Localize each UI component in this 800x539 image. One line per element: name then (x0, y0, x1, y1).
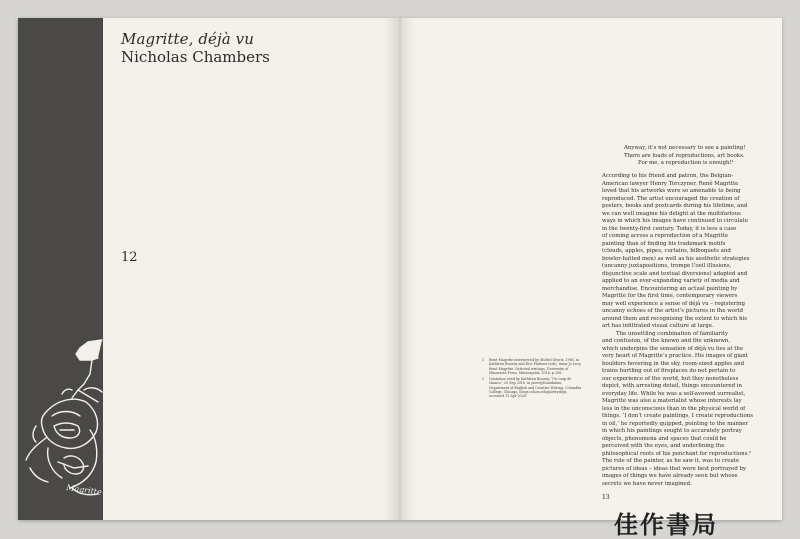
text-line: merchandise. Encountering an actual painting by (602, 285, 738, 292)
footnote-text: René Magritte interviewed by Michel Georis, 1965, in Kathleen Rooney and Eric Plattner (eds), trans Jo Levy, René Magritte: Selected writings, University of Minnesota Press, Minneapolis, 2016, p 206. (489, 358, 582, 375)
epigraph (624, 145, 786, 168)
paragraph-1 (602, 173, 768, 331)
text-line: depict, with arresting detail, things encountered in (602, 383, 742, 389)
text-line: less in the unconscious than in the physical world of (602, 405, 746, 412)
author-name: Nicholas Chambers (121, 48, 270, 66)
text-line: images of things we have already seen but whose (602, 473, 738, 479)
magritte-signature: Magritte (65, 483, 103, 497)
footnote-text: Quotation cited by Kathleen Rooney, ‘Un coup de chance’, 20 Sep 2018, in poetry/foundation, Department of English and Creative Writing, Columbia College, Chicago, blogs.colum.edu/poetrydept, accessed 13 Apr 2024. (489, 377, 582, 399)
text-line: trains hurtling out of fireplaces do not pertain to (602, 368, 736, 374)
dark-side-strip (18, 18, 103, 520)
text-line: our experience of the world, but they nonetheless (602, 375, 739, 382)
text-line: (uncanny juxtapositions, trompe l’oeil illusions, (602, 263, 732, 269)
text-line: in oil,’ he reportedly quipped, pointing to the manner (602, 420, 749, 427)
text-line: boulders hovering in the sky, room-sized apples and (602, 360, 745, 367)
epigraph-line: Anyway, it’s not necessary to see a painting! (624, 145, 746, 151)
text-line: applied to an ever-expanding variety of media and (602, 278, 740, 284)
text-line: disjunctive scale and textual diversions) adapted and (602, 270, 748, 277)
text-line: perceived with the eyes, and underlining the (602, 443, 725, 449)
text-line: Magritte for the first time, contemporary viewers (602, 293, 738, 299)
text-line: Magritte was also a materialist whose interests lay (602, 398, 742, 404)
text-line: loved that his artworks were so amenable to being (602, 188, 741, 194)
text-line: in the twenty-first century. Today, it is less a case (602, 225, 737, 232)
footnote-number: 1 (482, 358, 485, 362)
text-line: (clouds, apples, pipes, curtains, bilboquets and (602, 248, 731, 254)
text-line: may well experience a sense of déjà vu – registering (602, 300, 745, 307)
footnote (482, 377, 582, 398)
text-line: objects, phenomena and spaces that could be (602, 435, 727, 442)
text-line: American lawyer Henry Torczyner, René Magritte (602, 180, 739, 187)
text-line: very heart of Magritte’s practice. His images of giant (602, 353, 748, 359)
text-line: and confusion, of the known and the unknown, (602, 338, 731, 344)
text-line: bowler-hatted men) as well as his aesthetic strategies (602, 255, 750, 262)
epigraph-line: For me, a reproduction is enough!¹ (638, 160, 734, 166)
text-line: The role of the painter, as he saw it, was to create (602, 458, 740, 464)
text-line: pictures of ideas – ideas that were best portrayed by (602, 465, 746, 472)
left-page-number: 12 (121, 250, 138, 265)
text-line: we can well imagine his delight at the multifarious (602, 210, 741, 217)
text-line: everyday life. While he was a self-avowed surrealist, (602, 390, 746, 397)
footnote (482, 358, 582, 375)
chapter-title: Magritte, déjà vu (121, 30, 255, 48)
text-line: reproduced. The artist encouraged the creation of (602, 195, 740, 202)
footnotes (482, 358, 582, 401)
body-text (602, 173, 768, 488)
text-line: secrets we have never imagined. (602, 480, 692, 487)
text-line: ways in which his images have continued to circulate (602, 218, 748, 224)
left-page (18, 18, 400, 520)
text-line: posters, books and postcards during his lifetime, and (602, 203, 748, 209)
text-line: art has infiltrated visual culture at large. (602, 323, 714, 329)
text-line: According to his friend and patron, the Belgian- (602, 173, 733, 179)
text-line: uncanny echoes of the artist’s pictures in the world (602, 308, 743, 314)
epigraph-line: There are loads of reproductions, art books. (624, 152, 745, 159)
publisher-watermark: 佳作書局 (614, 511, 718, 539)
text-line: things. ‘I don’t create paintings, I create reproductions (602, 413, 754, 419)
text-line: in which his paintings sought to accurately portray (602, 428, 742, 434)
right-page-number: 13 (602, 494, 610, 501)
magritte-illustration (18, 18, 103, 520)
text-line: which underpins the sensation of déjà vu lies at the (602, 345, 744, 352)
text-line: around them and recognising the extent to which his (602, 315, 748, 322)
text-line: philosophical roots of his penchant for reproductions.² (602, 450, 752, 457)
text-line: painting than of finding his trademark motifs (602, 240, 726, 247)
footnote-number: 2 (482, 377, 485, 382)
paragraph-2 (602, 331, 768, 489)
text-line: The unsettling combination of familiarity (616, 330, 729, 337)
text-line: of coming across a reproduction of a Magritte (602, 233, 729, 239)
